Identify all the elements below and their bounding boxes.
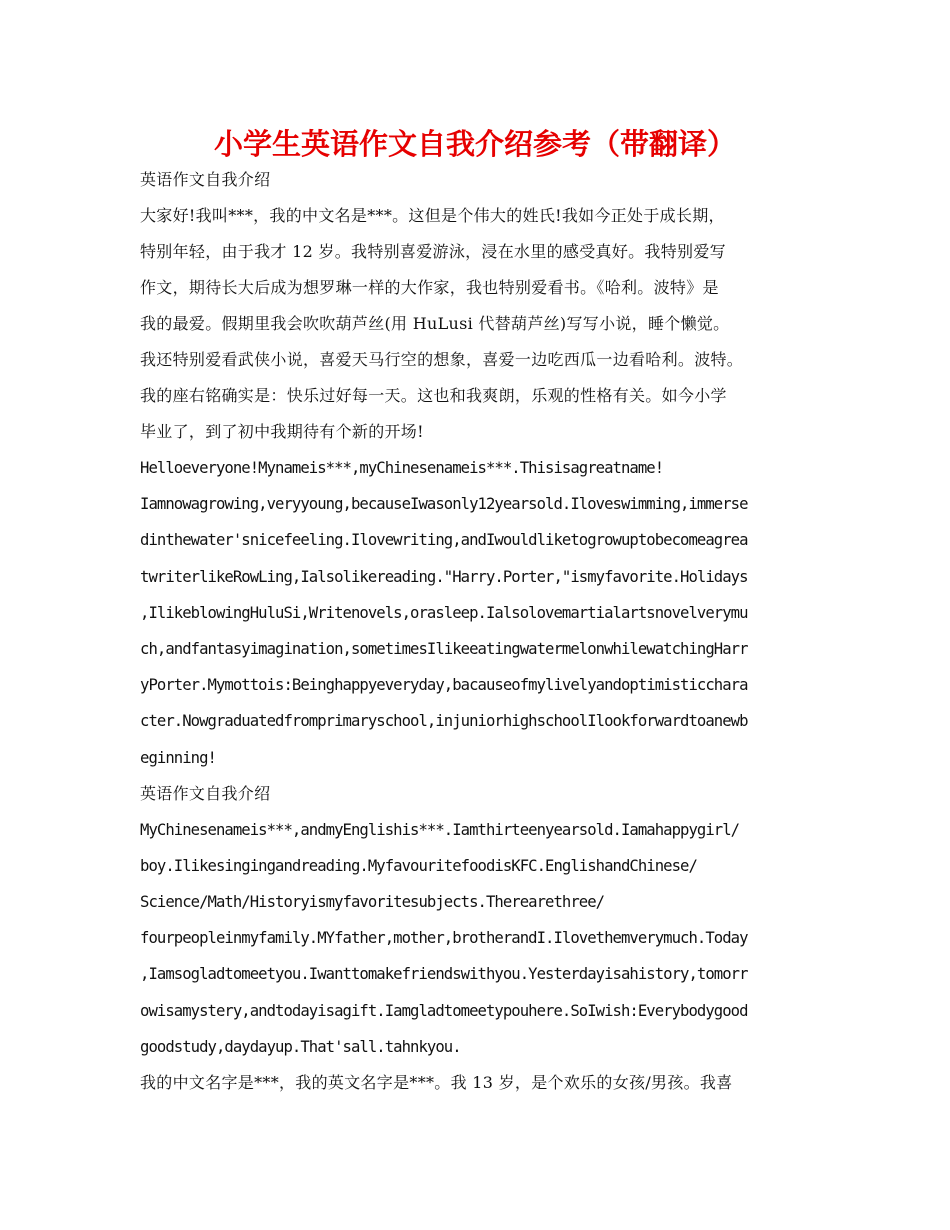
- text-line: ,IlikeblowingHuluSi,Writenovels,orasleep.Ialsolovemartialartsnovelverymu: [140, 603, 748, 622]
- text-line: 特别年轻，由于我才 12 岁。我特别喜爱游泳，浸在水里的感受真好。我特别爱写: [140, 242, 726, 261]
- text-line: 我的最爱。假期里我会吹吹葫芦丝(用 HuLusi 代替葫芦丝)写写小说，睡个懒觉。: [140, 314, 730, 333]
- text-line: 大家好!我叫***，我的中文名是***。这但是个伟大的姓氏!我如今正处于成长期，: [140, 206, 725, 225]
- text-line: 我的中文名字是***，我的英文名字是***。我 13 岁，是个欢乐的女孩/男孩。我喜: [140, 1073, 733, 1092]
- text-line: ch,andfantasyimagination,sometimesIlikeeatingwatermelonwhilewatchingHarr: [140, 639, 748, 658]
- text-line: twriterlikeRowLing,Ialsolikereading."Harry.Porter,"ismyfavorite.Holidays: [140, 567, 748, 586]
- text-line: 毕业了，到了初中我期待有个新的开场!: [140, 422, 424, 441]
- text-line: Science/Math/Historyismyfavoritesubjects.Therearethree/: [140, 893, 605, 912]
- text-line: eginning!: [140, 748, 216, 767]
- text-line: ,Iamsogladtomeetyou.Iwanttomakefriendswithyou.Yesterdayisahistory,tomorr: [140, 965, 748, 984]
- text-line: Helloeveryone!Mynameis***,myChinesenameis***.Thisisagreatname!: [140, 459, 664, 477]
- document-title: 小学生英语作文自我介绍参考（带翻译）: [213, 127, 736, 161]
- text-line: dinthewater'snicefeeling.Ilovewriting,andIwouldliketogrowuptobecomeagrea: [140, 531, 748, 550]
- text-line: cter.Nowgraduatedfromprimaryschool,injuniorhighschoolIlookforwardtoanewb: [140, 712, 748, 731]
- section-heading: 英语作文自我介绍: [140, 783, 271, 803]
- text-line: yPorter.Mymottois:Beinghappyeveryday,bacauseofmylivelyandoptimisticchara: [140, 676, 748, 695]
- text-line: MyChinesenameis***,andmyEnglishis***.Iamthirteenyearsold.Iamahappygirl/: [140, 820, 740, 839]
- text-line: Iamnowagrowing,veryyoung,becauseIwasonly12yearsold.Iloveswimming,immerse: [140, 495, 748, 514]
- text-line: goodstudy,daydayup.That'sall.tahnkyou.: [140, 1037, 461, 1056]
- text-line: 我还特别爱看武侠小说，喜爱天马行空的想象，喜爱一边吃西瓜一边看哈利。波特。: [140, 350, 744, 369]
- text-line: owisamystery,andtodayisagift.Iamgladtomeetypouhere.SoIwish:Everybodygood: [140, 1001, 748, 1020]
- text-line: 我的座右铭确实是：快乐过好每一天。这也和我爽朗，乐观的性格有关。如今小学: [140, 386, 727, 405]
- text-line: 作文，期待长大后成为想罗琳一样的大作家，我也特别爱看书。《哈利。波特》是: [140, 278, 719, 297]
- text-line: 英语作文自我介绍: [140, 170, 271, 189]
- text-line: fourpeopleinmyfamily.MYfather,mother,brotherandI.Ilovethemverymuch.Today: [140, 929, 748, 948]
- text-line: boy.Ilikesingingandreading.MyfavouritefoodisKFC.EnglishandChinese/: [140, 856, 697, 875]
- document-body: [140, 162, 820, 1101]
